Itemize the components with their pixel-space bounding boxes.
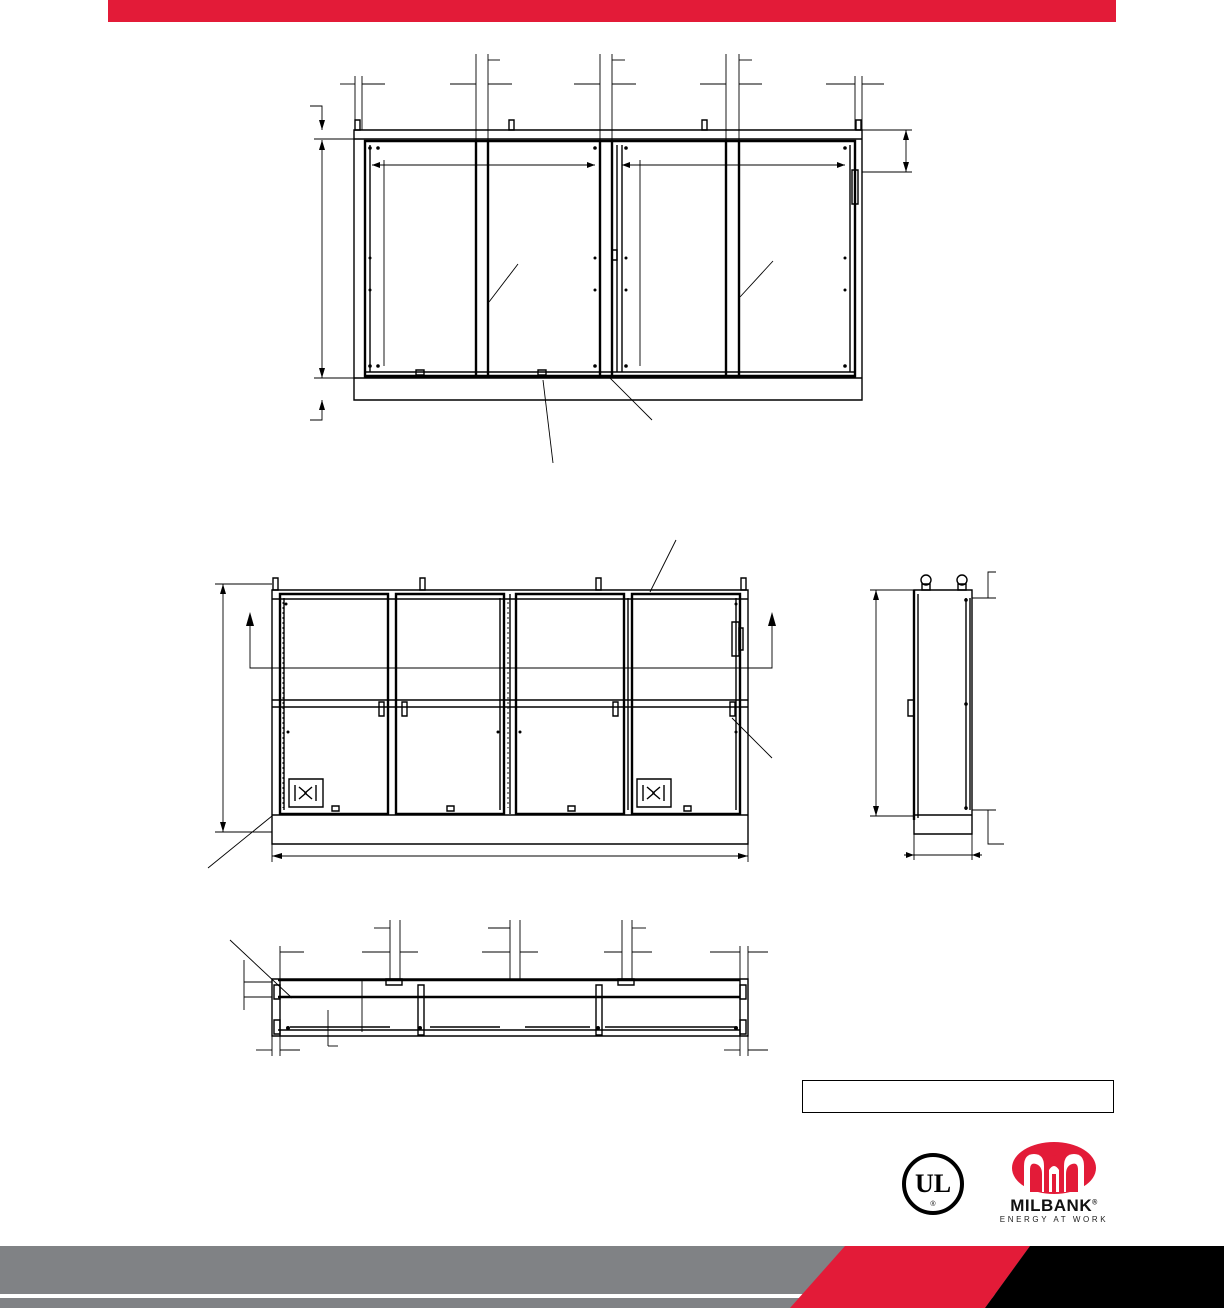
ul-certification-icon <box>901 1152 965 1216</box>
brand-name: MILBANK® <box>1010 1196 1098 1215</box>
brand-tagline: ENERGY AT WORK <box>999 1215 1109 1224</box>
ul-mark-text: UL <box>914 1169 952 1198</box>
footer-band <box>0 1246 1224 1308</box>
brand-trademark: ® <box>1092 1199 1098 1207</box>
top-view <box>310 54 912 463</box>
side-view <box>870 572 1004 860</box>
bottom-view <box>230 920 768 1056</box>
ul-registered-mark: ® <box>930 1201 936 1208</box>
front-view <box>208 540 776 868</box>
note-box <box>802 1080 1114 1113</box>
